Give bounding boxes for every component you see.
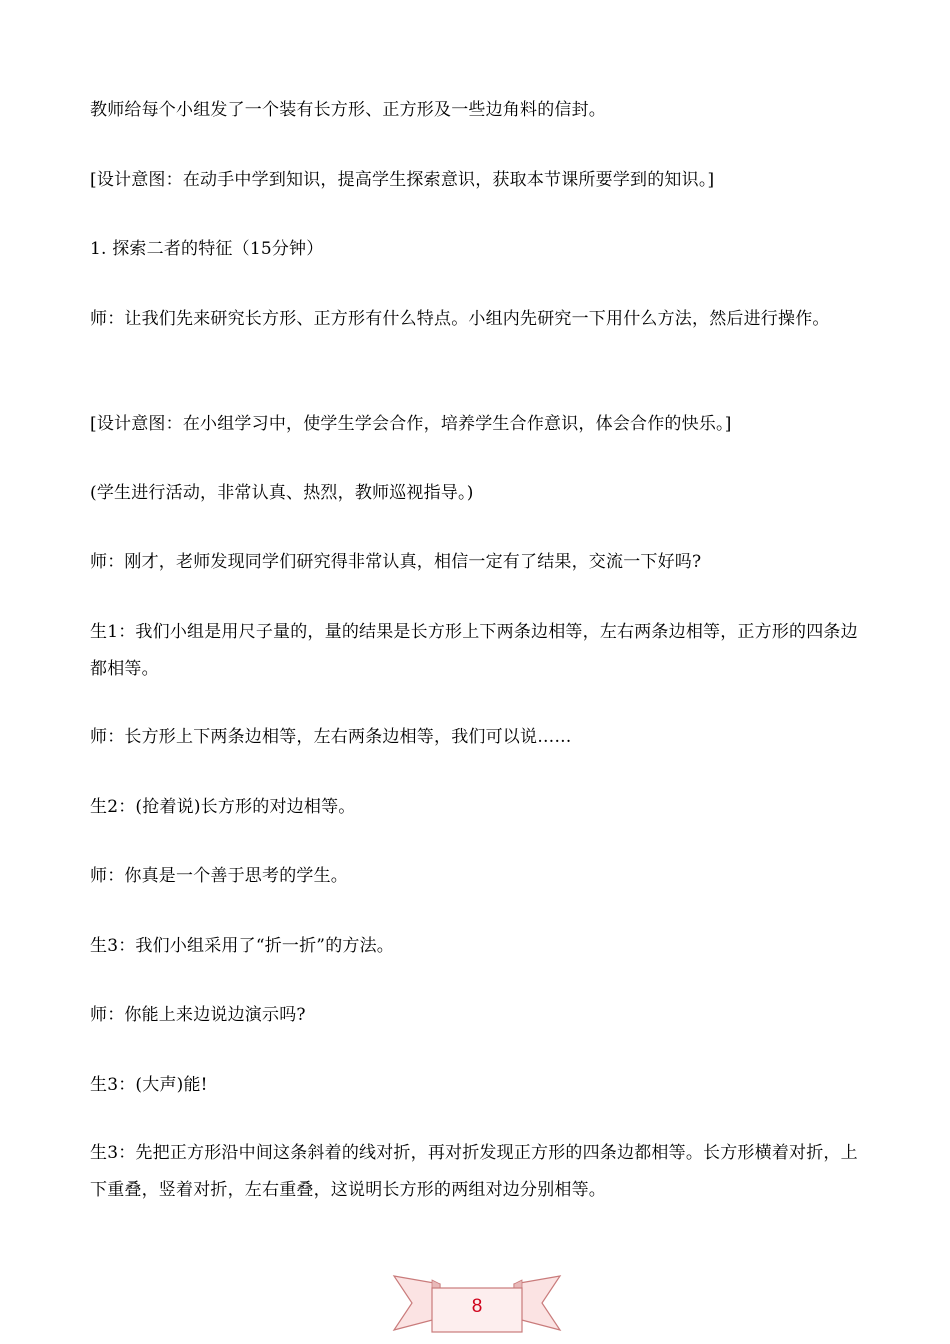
- paragraph-student-1: 生1：我们小组是用尺子量的，量的结果是长方形上下两条边相等，左右两条边相等，正方形的四条边都相等。: [90, 622, 858, 679]
- paragraph-teacher-3: 师：长方形上下两条边相等，左右两条边相等，我们可以说……: [90, 727, 572, 747]
- paragraph-teacher-4: 师：你真是一个善于思考的学生。: [90, 866, 348, 886]
- page-number-badge: [392, 1272, 562, 1336]
- paragraph-design-intent-2: [设计意图：在小组学习中，使学生学会合作，培养学生合作意识，体会合作的快乐。]: [90, 414, 732, 434]
- paragraph-teacher-1: 师：让我们先来研究长方形、正方形有什么特点。小组内先研究一下用什么方法，然后进行操作。: [90, 309, 830, 329]
- paragraph-student-activity: (学生进行活动，非常认真、热烈，教师巡视指导。): [90, 483, 474, 503]
- paragraph-design-intent-1: [设计意图：在动手中学到知识，提高学生探索意识，获取本节课所要学到的知识。]: [90, 170, 715, 190]
- paragraph-envelope: 教师给每个小组发了一个装有长方形、正方形及一些边角料的信封。: [90, 100, 606, 120]
- paragraph-student-2: 生2：(抢着说)长方形的对边相等。: [90, 797, 356, 817]
- paragraph-student-3c: 生3：先把正方形沿中间这条斜着的线对折，再对折发现正方形的四条边都相等。长方形横着对折，上下重叠，竖着对折，左右重叠，这说明长方形的两组对边分别相等。: [90, 1143, 858, 1200]
- paragraph-student-3a: 生3：我们小组采用了“折一折”的方法。: [90, 936, 394, 956]
- paragraph-section-heading: 1. 探索二者的特征（15分钟）: [90, 239, 324, 259]
- paragraph-teacher-2: 师：刚才，老师发现同学们研究得非常认真，相信一定有了结果，交流一下好吗?: [90, 552, 702, 572]
- page-number: 8: [471, 1296, 483, 1317]
- paragraph-teacher-5: 师：你能上来边说边演示吗?: [90, 1005, 306, 1025]
- paragraph-student-3b: 生3：(大声)能!: [90, 1075, 208, 1095]
